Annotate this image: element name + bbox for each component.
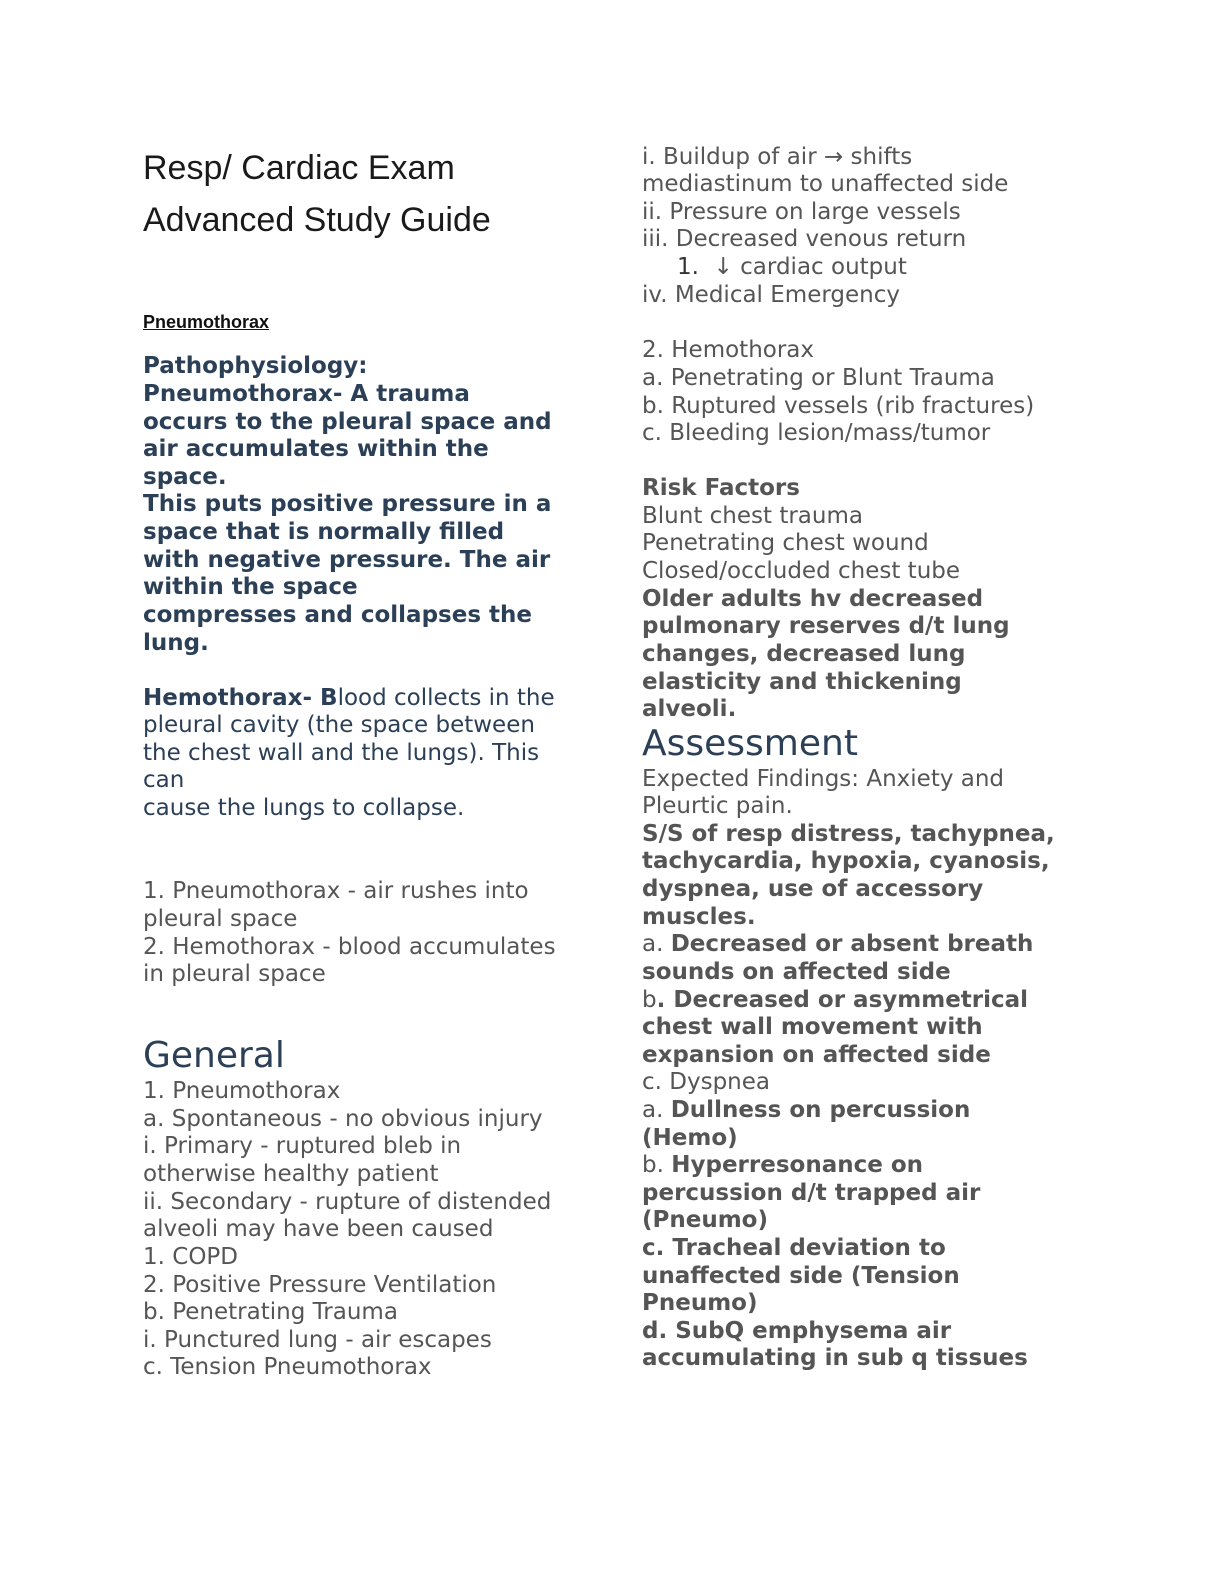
finding-bold: . Decreased or asymmetrical: [656, 987, 1029, 1013]
general-line: 1. COPD: [143, 1244, 238, 1270]
finding-prefix: b: [642, 987, 657, 1013]
finding-cont: percussion d/t trapped air: [642, 1180, 981, 1206]
tension-line: mediastinum to unaffected side: [642, 171, 1009, 197]
section-label-pneumothorax: Pneumothorax: [143, 312, 270, 332]
hemo-line: 2. Hemothorax: [642, 337, 815, 363]
finding-prefix: a.: [642, 1097, 671, 1123]
hemo-def-line: the chest wall and the lungs). This: [143, 740, 540, 766]
finding-prefix: b.: [642, 1152, 672, 1178]
summary-line: 1. Pneumothorax - air rushes into: [143, 878, 529, 904]
tension-subitem-number: 1.: [677, 254, 699, 280]
finding-c2: Pneumo): [642, 1290, 758, 1316]
finding-cont: expansion on affected side: [642, 1042, 991, 1068]
tension-line: iii. Decreased venous return: [642, 226, 967, 252]
finding-c2: unaffected side (Tension: [642, 1263, 960, 1289]
patho-line: Pathophysiology:: [143, 353, 368, 379]
risk-line: Blunt chest trauma: [642, 503, 863, 529]
risk-bold-line: Older adults hv decreased: [642, 586, 984, 612]
patho-line: space that is normally filled: [143, 519, 505, 545]
hemo-def-line: [143, 684, 555, 712]
general-line: alveoli may have been caused: [143, 1216, 494, 1242]
general-heading: General: [143, 1035, 285, 1076]
ss-line: dyspnea, use of accessory: [642, 876, 984, 902]
patho-line: lung.: [143, 630, 209, 656]
finding-bold: Dullness on percussion: [670, 1097, 971, 1123]
expected-line: Pleurtic pain.: [642, 793, 793, 819]
patho-line: with negative pressure. The air: [143, 547, 551, 573]
general-line: i. Punctured lung - air escapes: [143, 1327, 492, 1353]
finding-cont: (Pneumo): [642, 1207, 768, 1233]
patho-line: Pneumothorax- A trauma: [143, 381, 470, 407]
risk-line: Closed/occluded chest tube: [642, 558, 961, 584]
general-line: 2. Positive Pressure Ventilation: [143, 1272, 497, 1298]
finding-b1: [642, 986, 1028, 1014]
hemo-def-bold: Hemothorax- B: [143, 685, 338, 711]
hemo-def-line: cause the lungs to collapse.: [143, 795, 465, 821]
patho-line: within the space: [143, 574, 358, 600]
summary-line: pleural space: [143, 906, 298, 932]
hemo-def-line: pleural cavity (the space between: [143, 712, 535, 738]
patho-line: This puts positive pressure in a: [143, 491, 552, 517]
risk-bold-line: elasticity and thickening: [642, 669, 962, 695]
hemo-line: c. Bleeding lesion/mass/tumor: [642, 420, 991, 446]
hemo-line: b. Ruptured vessels (rib fractures): [642, 393, 1035, 419]
finding-d2: d. SubQ emphysema air: [642, 1318, 952, 1344]
assessment-heading: Assessment: [642, 723, 858, 764]
tension-line: iv. Medical Emergency: [642, 282, 900, 308]
finding-c1: c. Dyspnea: [642, 1069, 770, 1095]
general-line: otherwise healthy patient: [143, 1161, 439, 1187]
general-line: a. Spontaneous - no obvious injury: [143, 1106, 543, 1132]
finding-prefix: a.: [642, 931, 671, 957]
risk-bold-line: alveoli.: [642, 696, 737, 722]
doc-title-line-1: Resp/ Cardiac Exam: [143, 149, 455, 187]
expected-line: Expected Findings: Anxiety and: [642, 766, 1005, 792]
finding-a2: [642, 1096, 970, 1124]
finding-c2: c. Tracheal deviation to: [642, 1235, 946, 1261]
finding-d2: accumulating in sub q tissues: [642, 1345, 1028, 1371]
patho-line: occurs to the pleural space and: [143, 409, 552, 435]
hemo-def-rest: lood collects in the: [337, 685, 555, 711]
doc-title-line-2: Advanced Study Guide: [143, 201, 491, 239]
finding-cont: chest wall movement with: [642, 1014, 983, 1040]
general-line: i. Primary - ruptured bleb in: [143, 1133, 462, 1159]
summary-line: 2. Hemothorax - blood accumulates: [143, 934, 556, 960]
summary-line: in pleural space: [143, 961, 326, 987]
finding-cont: (Hemo): [642, 1125, 738, 1151]
finding-bold: Decreased or absent breath: [670, 931, 1034, 957]
tension-line: i. Buildup of air → shifts: [642, 144, 913, 170]
ss-line: tachycardia, hypoxia, cyanosis,: [642, 848, 1050, 874]
patho-line: compresses and collapses the: [143, 602, 532, 628]
patho-line: air accumulates within the: [143, 436, 489, 462]
finding-cont: sounds on affected side: [642, 959, 951, 985]
hemo-line: a. Penetrating or Blunt Trauma: [642, 365, 995, 391]
general-line: ii. Secondary - rupture of distended: [143, 1189, 552, 1215]
hemo-def-line: can: [143, 767, 185, 793]
tension-line: ii. Pressure on large vessels: [642, 199, 961, 225]
ss-line: S/S of resp distress, tachypnea,: [642, 821, 1055, 847]
patho-line: space.: [143, 464, 227, 490]
finding-bold: Hyperresonance on: [671, 1152, 923, 1178]
risk-bold-line: pulmonary reserves d/t lung: [642, 613, 1010, 639]
finding-a1: [642, 930, 1033, 958]
risk-line: Penetrating chest wound: [642, 530, 929, 556]
general-line: 1. Pneumothorax: [143, 1078, 341, 1104]
ss-line: muscles.: [642, 904, 756, 930]
risk-bold-line: changes, decreased lung: [642, 641, 966, 667]
tension-subitem-text: ↓ cardiac output: [713, 254, 907, 280]
general-line: b. Penetrating Trauma: [143, 1299, 398, 1325]
risk-heading: Risk Factors: [642, 475, 800, 501]
general-line: c. Tension Pneumothorax: [143, 1354, 432, 1380]
tension-subitem: [677, 253, 907, 281]
finding-b2: [642, 1151, 923, 1179]
